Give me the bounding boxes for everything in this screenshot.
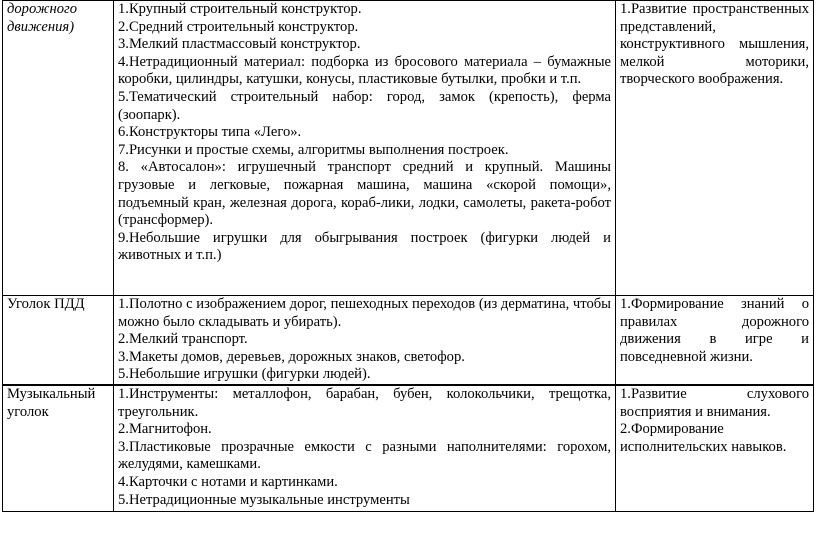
goal-item: 1.Формирование знаний о правилах дорожного движения в игре и повседневной жизни. <box>620 296 809 365</box>
list-item: 2.Магнитофон. <box>118 421 212 438</box>
section-name-line: движения) <box>7 18 75 35</box>
list-item: 1.Полотно с изображением дорог, пешеходных переходов (из дерматина, чтобы можно было складывать и убирать). <box>118 296 611 330</box>
list-item: 2.Мелкий транспорт. <box>118 331 248 348</box>
materials-cell <box>114 385 616 512</box>
list-item: 1.Инструменты: металлофон, барабан, бубен, колокольчики, трещотка, треугольник. <box>118 386 611 420</box>
section-name-line: Музыкальный <box>7 386 96 402</box>
goals-cell <box>616 1 814 296</box>
goal-item: 2.Формирование исполнительских навыков. <box>620 421 787 455</box>
goal-item: 1.Развитие слухового восприятия и внимания. <box>620 386 809 420</box>
list-item: 7.Рисунки и простые схемы, алгоритмы выполнения построек. <box>118 141 509 158</box>
list-item: 3.Макеты домов, деревьев, дорожных знаков, светофор. <box>118 348 465 365</box>
materials-cell <box>114 1 616 296</box>
section-name-line: Уголок ПДД <box>7 296 85 312</box>
list-item: 4.Нетрадиционный материал: подборка из бросового материала – бумажные коробки, цилиндры, катушки, конусы, пластиковые бутылки, пробки и т.п. <box>118 53 611 88</box>
list-item: 5.Небольшие игрушки (фигурки людей). <box>118 366 371 383</box>
equipment-table <box>2 0 814 512</box>
list-item: 5.Нетрадиционные музыкальные инструменты <box>118 491 410 508</box>
list-item: 2.Средний строительный конструктор. <box>118 18 359 35</box>
goals-cell <box>616 385 814 512</box>
section-cell <box>3 296 114 386</box>
list-item: 8. «Автосалон»: игрушечный транспорт средний и крупный. Машины грузовые и легковые, пожарная машина, машина «скорой помощи», подъемный кран, железная дорога, кораб-лики, лодки, самолеты, ракета-робот (трансформер). <box>118 159 611 229</box>
list-item: 4.Карточки с нотами и картинками. <box>118 473 338 490</box>
list-item: 3.Пластиковые прозрачные емкости с разными наполнителями: горохом, желудями, камешками. <box>118 438 611 473</box>
section-cell <box>3 385 114 512</box>
section-cell <box>3 1 114 296</box>
goal-item: 1.Развитие пространственных представлений, конструктивного мышления, мелкой моторики, творческого воображения. <box>620 1 809 88</box>
list-item: 1.Крупный строительный конструктор. <box>118 1 362 17</box>
list-item: 5.Тематический строительный набор: город, замок (крепость), ферма (зоопарк). <box>118 88 611 123</box>
list-item: 3.Мелкий пластмассовый конструктор. <box>118 36 361 53</box>
section-name-line: уголок <box>7 403 49 420</box>
section-name-line: дорожного <box>7 1 78 17</box>
list-item: 9.Небольшие игрушки для обыгрывания построек (фигурки людей и животных и т.п.) <box>118 229 611 264</box>
table-row <box>3 296 814 386</box>
table-row <box>3 385 814 512</box>
list-item: 6.Конструкторы типа «Лего». <box>118 124 302 141</box>
table-row <box>3 1 814 296</box>
materials-cell <box>114 296 616 386</box>
goals-cell <box>616 296 814 386</box>
